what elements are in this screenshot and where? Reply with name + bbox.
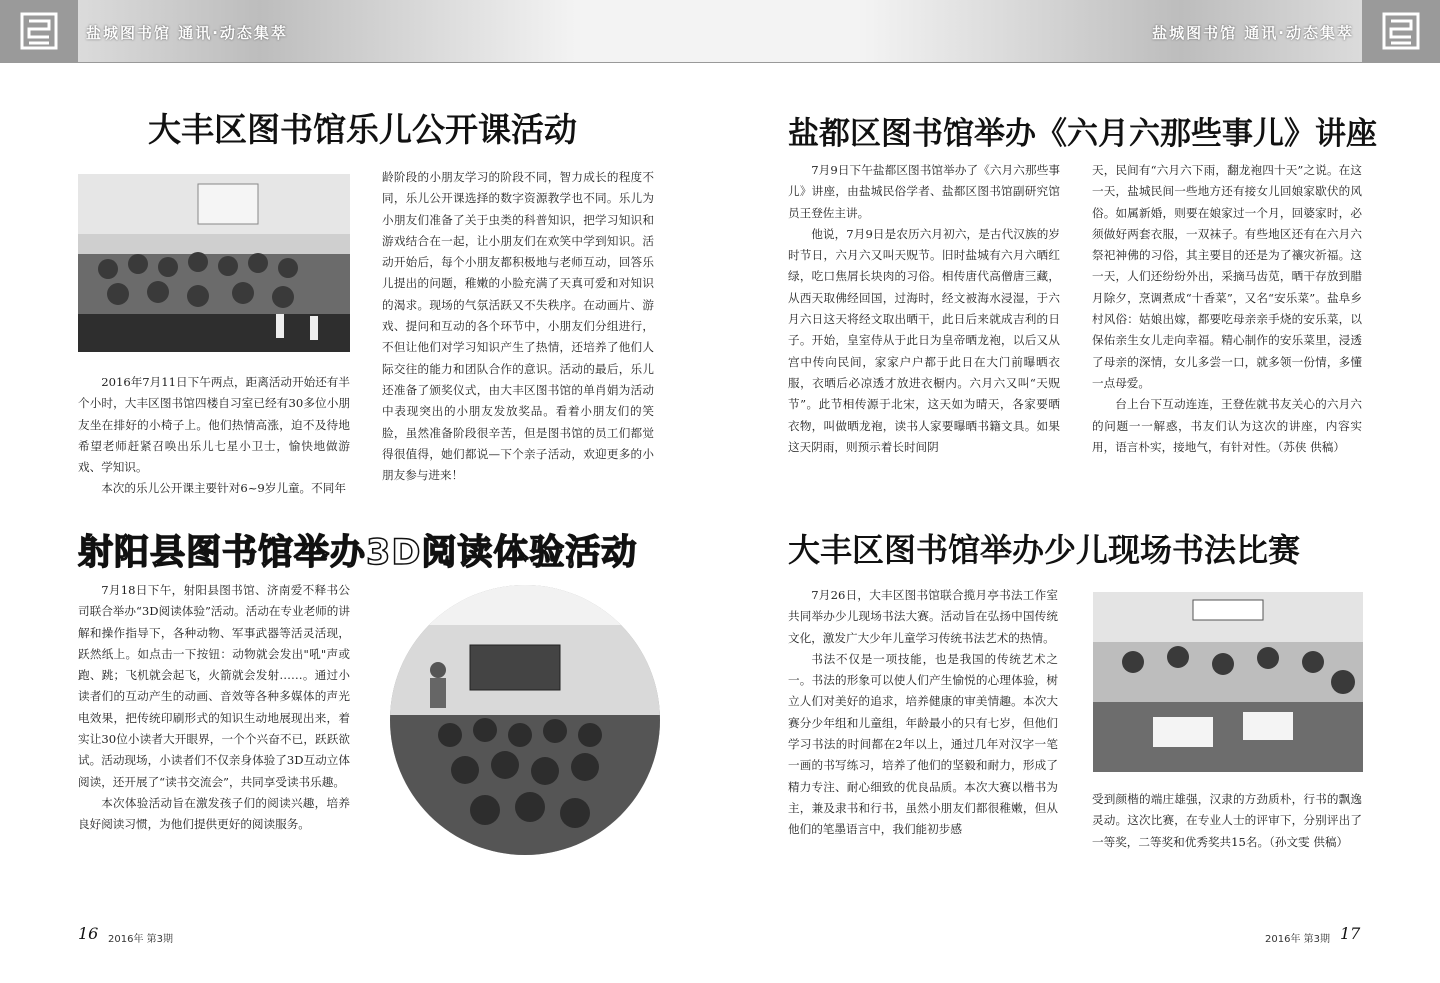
article2-column-1	[788, 160, 1060, 458]
library-logo-right	[1362, 0, 1440, 62]
page-number-right: 17	[1340, 924, 1361, 943]
article1-column-2	[382, 167, 654, 486]
library-logo-left	[0, 0, 78, 62]
header-divider	[0, 62, 1440, 63]
article4-column-2	[1092, 789, 1362, 853]
article1-paragraph: 龄阶段的小朋友学习的阶段不同，智力成长的程度不同，乐儿公开课选择的数字资源教学也不同。乐儿为小朋友们准备了关于虫类的科普知识，把学习知识和游戏结合在一起，让小朋友们在欢笑中学到知识。活动开始后，每个小朋友都积极地与老师互动，回答乐儿提出的问题，稚嫩的小脸充满了天真可爱和对知识的渴求。现场的气氛活跃又不失秩序。在动画片、游戏、提问和互动的各个环节中，小朋友们分组进行，不但让他们对学习知识产生了热情，还培养了他们人际交往的能力和团队合作的意识。活动的最后，乐儿还准备了颁奖仪式，由大丰区图书馆的单肖娟为活动中表现突出的小朋友发放奖品。看着小朋友们的笑脸，虽然准备阶段很辛苦，但是图书馆的员工们都觉得很值得，她们都说—下个亲子活动，欢迎更多的小朋友参与进来！	[382, 170, 654, 483]
article4-column-1	[788, 585, 1058, 841]
article1-paragraph: 本次的乐儿公开课主要针对6~9岁儿童。不同年	[101, 481, 346, 496]
article4-title: 大丰区图书馆举办少儿现场书法比赛	[788, 531, 1301, 569]
issue-label-right: 2016年 第3期	[1265, 934, 1330, 945]
article3-paragraph: 7月18日下午，射阳县图书馆、济南爱不释书公司联合举办“3D阅读体验”活动。活动在专业老师的讲解和操作指导下，各种动物、军事武器等活灵活现，跃然纸上。如点击一下按钮：动物就会发出"吼"声或跑、跳；飞机就会起飞，火箭就会发射……。通过小读者们的互动产生的动画、音效等各种多媒体的声光电效果，把传统印刷形式的知识生动地展现出来，着实让30位小读者大开眼界，一个个兴奋不已，跃跃欲试。活动现场，小读者们不仅亲身体验了3D互动立体阅读，还开展了“读书交流会”，共同享受读书乐趣。	[78, 583, 350, 789]
article2-paragraph: 7月9日下午盐都区图书馆举办了《六月六那些事儿》讲座，由盐城民俗学者、盐都区图书馆副研究馆员王登佐主讲。	[788, 163, 1060, 220]
article4-paragraph: 书法不仅是一项技能，也是我国的传统艺术之一。书法的形象可以使人们产生愉悦的心理体验，树立人们对美好的追求，培养健康的审美情趣。本次大赛分少年组和儿童组，年龄最小的只有七岁，但他们学习书法的时间都在2年以上，通过几年对汉字一笔一画的书写练习，培养了他们的坚毅和耐力，形成了精力专注、耐心细致的优良品质。本次大赛以楷书为主，兼及隶书和行书，虽然小朋友们都很稚嫩，但从他们的笔墨语言中，我们能初步感	[788, 651, 1058, 837]
calligraphy-contest-photo	[1093, 592, 1363, 772]
article2-paragraph: 天，民间有“六月六下雨，翻龙袍四十天”之说。在这一天，盐城民间一些地方还有接女儿回娘家歇伏的风俗。如属新婚，则要在娘家过一个月，回婆家时，必须做好两套衣服，一双袜子。有些地区还有在六月六祭祀神佛的习俗，其主要目的还是为了禳灾祈福。这一天，人们还纷纷外出，采摘马齿苋，晒干存放到腊月除夕，烹调煮成“十香菜”，又名“安乐菜”。盐阜乡村风俗：姑娘出嫁，都要吃母亲亲手烧的安乐菜，以保佑亲生女儿走向幸福。精心制作的安乐菜里，浸透了母亲的深情，女儿多尝一口，就多领一份情，多懂一点母爱。	[1092, 163, 1362, 390]
article2-paragraph: 台上台下互动连连，王登佐就书友关心的六月六的问题一一解惑，书友们认为这次的讲座，内容实用，语言朴实，接地气，有针对性。（苏侠 供稿）	[1092, 397, 1362, 454]
article2-column-2	[1092, 160, 1362, 458]
reading-event-photo	[390, 585, 660, 855]
issue-label-left: 2016年 第3期	[108, 934, 173, 945]
article1-column-1	[78, 372, 350, 500]
page-number-left: 16	[78, 924, 99, 943]
article2-title: 盐都区图书馆举办《六月六那些事儿》讲座	[788, 116, 1377, 152]
header-title-right: 盐城图书馆 通讯·动态集萃	[1152, 24, 1354, 42]
article1-paragraph: 2016年7月11日下午两点，距离活动开始还有半个小时，大丰区图书馆四楼自习室已经有30多位小朋友坐在排好的小椅子上。他们热情高涨，迫不及待地希望老师赶紧召唤出乐儿七星小卫士，愉快地做游戏、学知识。	[78, 375, 350, 475]
article3-paragraph: 本次体验活动旨在激发孩子们的阅读兴趣，培养良好阅读习惯，为他们提供更好的阅读服务。	[78, 795, 350, 832]
article3-title: 射阳县图书馆举办3D阅读体验活动	[78, 533, 638, 573]
library-emblem-icon	[19, 11, 59, 51]
article4-paragraph: 受到颜楷的端庄雄强，汉隶的方劲质朴，行书的飘逸灵动。这次比赛，在专业人士的评审下，分别评出了一等奖，二等奖和优秀奖共15名。（孙文雯 供稿）	[1092, 792, 1362, 849]
article4-paragraph: 7月26日，大丰区图书馆联合揽月亭书法工作室共同举办少儿现场书法大赛。活动旨在弘扬中国传统文化，激发广大少年儿童学习传统书法艺术的热情。	[788, 588, 1058, 645]
classroom-photo	[78, 174, 350, 352]
library-emblem-icon	[1381, 11, 1421, 51]
article2-paragraph: 他说，7月9日是农历六月初六，是古代汉族的岁时节日，六月六又叫天贶节。旧时盐城有六月六晒红绿，吃口焦屑长块肉的习俗。相传唐代高僧唐三藏，从西天取佛经回国，过海时，经文被海水浸湿，于六月六日这天将经文取出晒干，此日后来就成吉利的日子。开始，皇室侍从于此日为皇帝晒龙袍，以后又从宫中传向民间，家家户户都于此日在大门前曝晒衣服，衣晒后必凉透才放进衣橱内。六月六又叫“天贶节”。此节相传源于北宋，这天如为晴天，各家要晒衣物，叫做晒龙袍，读书人家要曝晒书籍文具。如果这天阴雨，则预示着长时间阴	[788, 226, 1060, 454]
article3-column-1	[78, 580, 350, 836]
article1-title: 大丰区图书馆乐儿公开课活动	[148, 110, 577, 149]
header-title-left: 盐城图书馆 通讯·动态集萃	[86, 24, 288, 42]
